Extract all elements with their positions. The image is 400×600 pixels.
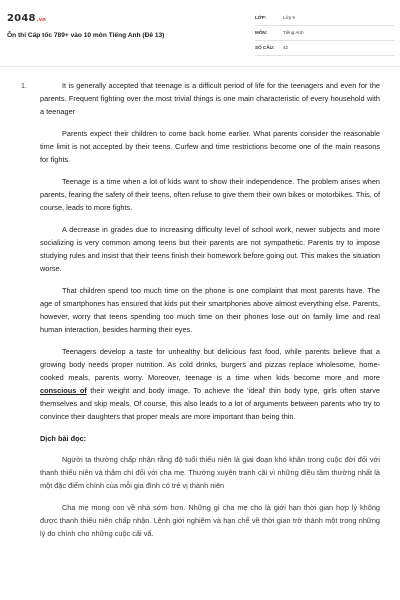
meta-key: SỐ CÂU: <box>255 45 275 50</box>
passage-paragraph: It is generally accepted that teenage is a difficult period of life for the teenagers and even for the parents. Frequent fighting over the most trivial things is one main characteristic of every household with a teenager <box>40 81 380 116</box>
meta-row-question-count <box>255 41 395 56</box>
meta-value: Lớp 9 <box>283 15 295 20</box>
passage-paragraph-6 <box>40 345 380 423</box>
meta-value: 42 <box>283 45 289 50</box>
meta-row-grade <box>255 11 395 26</box>
logo-text: 2048 <box>7 13 36 24</box>
site-logo[interactable] <box>7 13 46 24</box>
translation-paragraph: Người ta thường chấp nhận rằng độ tuổi thiếu niên là giai đoạn khó khăn trong cuộc đời đối với thanh thiếu niên và thậm chí đối với cha mẹ. Thường xuyên tranh cãi vì những điều tầm thường nhất là một đặc điểm chính của mỗi gia đình có trẻ vị thành niên <box>40 455 380 490</box>
meta-row-subject <box>255 26 395 41</box>
question-number: 1. <box>21 81 27 90</box>
meta-key: LỚP: <box>255 15 267 20</box>
reading-passage <box>40 79 380 549</box>
exam-meta-table <box>255 11 395 56</box>
translation-heading: Dịch bài đọc: <box>40 434 87 443</box>
meta-value: Tiếng Anh <box>283 30 304 35</box>
translation-paragraph: Cha mẹ mong con về nhà sớm hơn. Những gì cha mẹ cho là giới hạn thời gian hợp lý không được thanh thiếu niên chấp nhận. Lệnh giới nghiêm và hạn chế về thời gian trở thành một trong những lý do chính cho những cuộc cãi vã. <box>40 503 380 538</box>
exam-title: Ôn thi Cấp tốc 789+ vào 10 môn Tiếng Anh (Đề 13) <box>7 32 165 39</box>
passage-paragraph: That children spend too much time on the phone is one complaint that most parents have. The age of smartphones has ensured that kids put their smartphones above almost everything else. Parents, however, worry that teens spending too much time on their phones lose out on family lime and real human interaction, besides harming their eyes. <box>40 286 380 334</box>
passage-paragraph: Teenage is a time when a lot of kids want to show their independence. The problem arises when parents, fearing the safety of their teens, often refuse to give them their own bikes or motorbikes. This, of course, leads to more fights. <box>40 177 380 212</box>
passage-paragraph: Parents expect their children to come back home earlier. What parents consider the reasonable time limit is not accepted by their teens. Curfew and time restrictions become one of the main reasons for fights. <box>40 129 380 164</box>
header-divider <box>0 66 400 67</box>
logo-suffix: .vn <box>36 17 46 23</box>
passage-paragraph: A decrease in grades due to increasing difficulty level of school work, newer subjects and more socializing is very common among teens but their parents are not sympathetic. Parents try to impose studying rules and insist that their teens finish their homework before going out. This makes the situation worse. <box>40 225 380 273</box>
p6-text-after: their weight and body image. To achieve the 'ideal' thin body type, girls often starve themselves and skip meals. Of course, this also leads to a lot of arguments between parents who try to convince their daughters that proper meals are more important than being thin. <box>40 386 380 421</box>
meta-key: MÔN: <box>255 30 268 35</box>
p6-text-before: Teenagers develop a taste for unhealthy but delicious fast food, while parents believe that a growing body needs proper nutrition. As cold drinks, burgers and pizzas replace wholesome, home-cooked meals, parents worry. Moreover, teenage is a time when kids become more and more <box>40 347 380 382</box>
page-header <box>0 0 400 64</box>
underlined-phrase: conscious of <box>40 386 87 395</box>
